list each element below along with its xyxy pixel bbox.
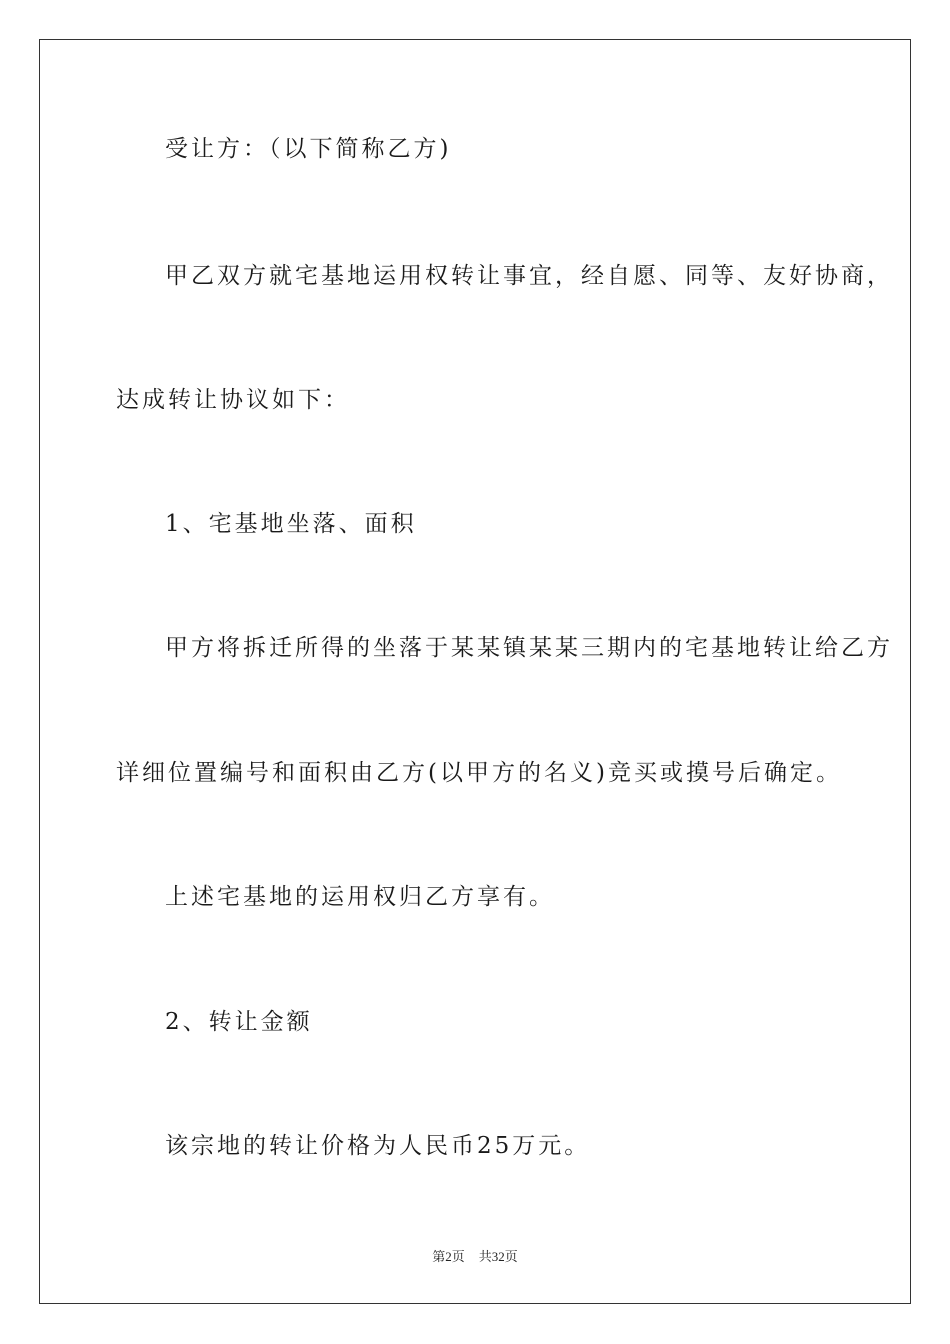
intro-paragraph-line-1: 甲乙双方就宅基地运用权转让事宜，经自愿、同等、友好协商， — [165, 263, 893, 289]
section-2-heading: 2、转让金额 — [165, 1009, 313, 1035]
section-1-paragraph-line-1: 甲方将拆迁所得的坐落于某某镇某某三期内的宅基地转让给乙方 — [165, 635, 893, 661]
section-1-ownership-line: 上述宅基地的运用权归乙方享有。 — [165, 884, 555, 910]
section-1-paragraph-line-2: 详细位置编号和面积由乙方(以甲方的名义)竞买或摸号后确定。 — [116, 760, 842, 786]
page-footer — [0, 1249, 950, 1265]
intro-paragraph-line-2: 达成转让协议如下： — [116, 387, 350, 413]
total-page-count: 共32页 — [478, 1249, 518, 1264]
page-border — [39, 39, 911, 1304]
assignee-line: 受让方：（以下简称乙方) — [165, 136, 452, 162]
current-page-number: 第2页 — [432, 1249, 465, 1264]
section-1-heading: 1、宅基地坐落、面积 — [165, 511, 417, 537]
section-2-price-line: 该宗地的转让价格为人民币25万元。 — [165, 1133, 591, 1159]
